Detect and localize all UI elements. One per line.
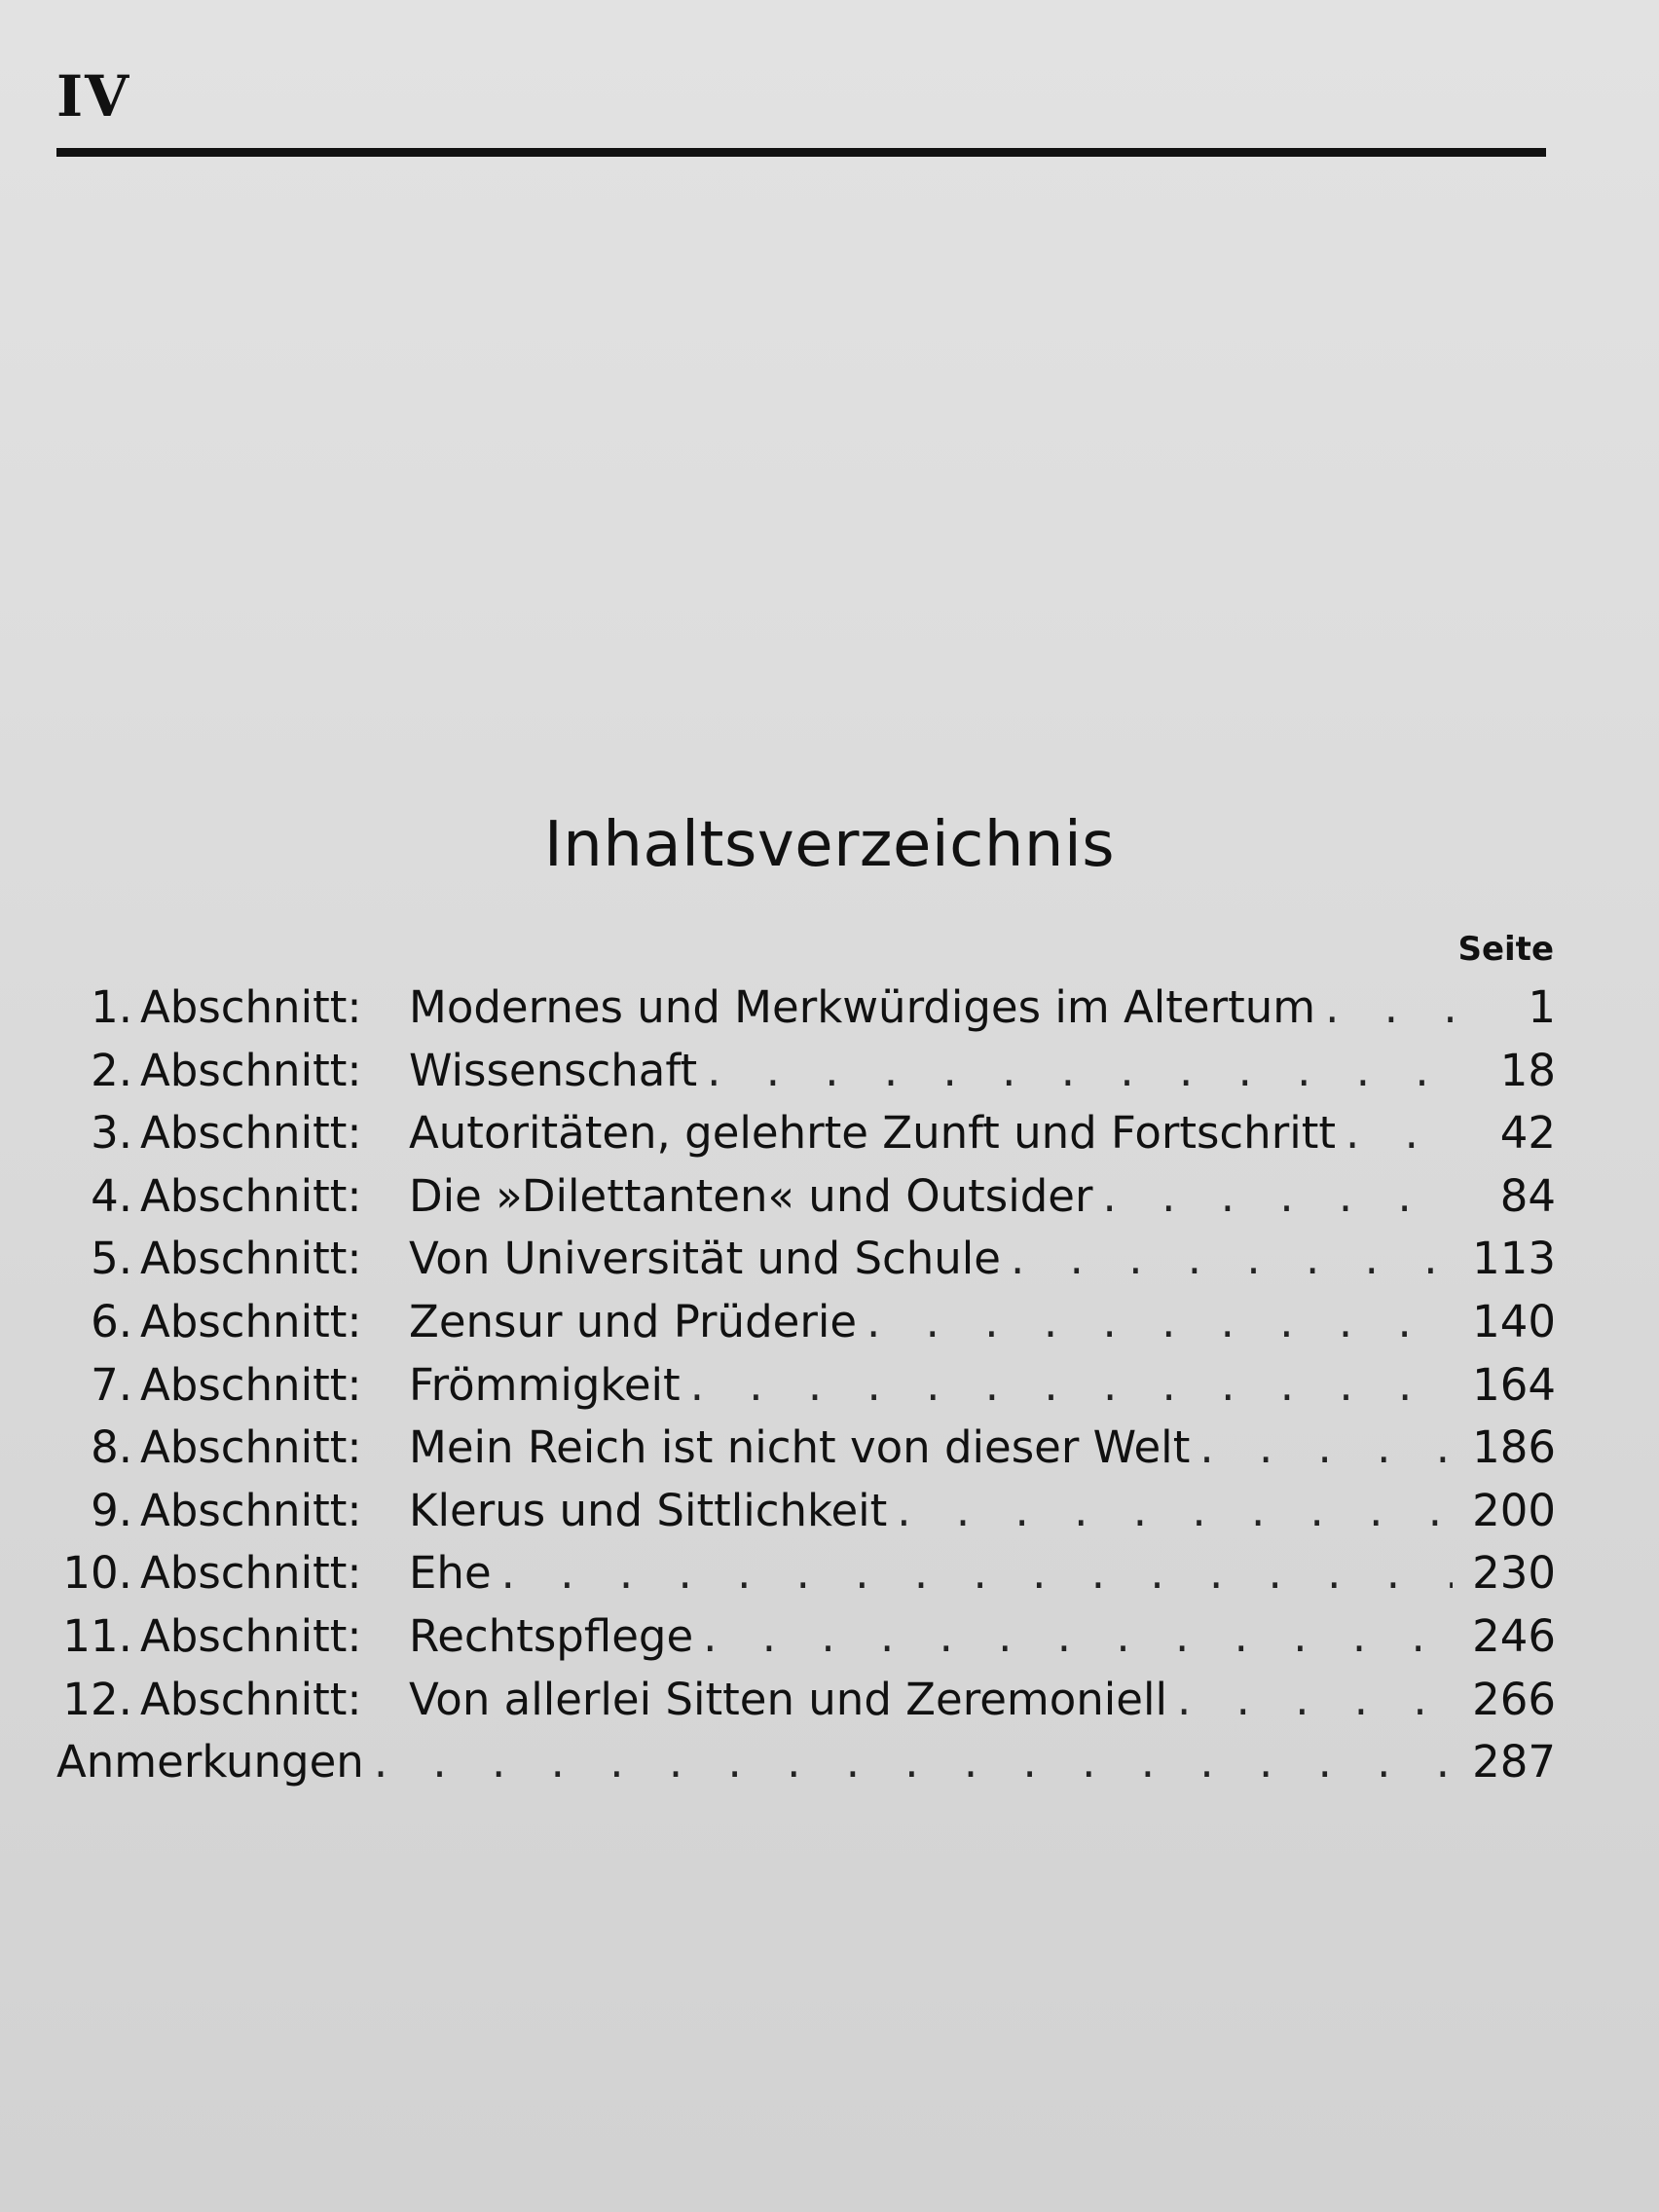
toc-entry-chapter: Mein Reich ist nicht von dieser Welt	[409, 1421, 1191, 1474]
toc-entry-label: Abschnitt:	[140, 1295, 362, 1347]
toc-entry-number: 10.	[62, 1547, 132, 1600]
toc-entry-number: 5.	[91, 1233, 132, 1285]
toc-title: Inhaltsverzeichnis	[543, 809, 1116, 881]
toc-entry-label: Abschnitt:	[140, 1044, 362, 1096]
toc-leader-dots	[1103, 1170, 1454, 1222]
toc-entry-chapter: Frömmigkeit	[409, 1358, 681, 1411]
toc-entry	[56, 1296, 1556, 1359]
toc-list	[56, 981, 1556, 1799]
toc-entry	[56, 981, 1556, 1045]
toc-entry	[56, 1674, 1556, 1737]
toc-entry	[56, 1547, 1556, 1610]
toc-entry-chapter: Rechtspflege	[409, 1609, 694, 1662]
toc-leader-dots	[690, 1359, 1453, 1411]
toc-entry-number: 8.	[91, 1421, 132, 1474]
toc-entry-page: 113	[1472, 1233, 1556, 1285]
toc-entry-number: 9.	[91, 1484, 132, 1536]
toc-entry-chapter: Anmerkungen	[56, 1736, 364, 1788]
toc-entry-number: 4.	[91, 1169, 132, 1222]
toc-entry-label: Abschnitt:	[140, 1107, 362, 1160]
toc-entry-chapter: Von allerlei Sitten und Zeremoniell	[409, 1673, 1167, 1725]
toc-entry-label: Abschnitt:	[140, 981, 362, 1033]
toc-entry-chapter: Die »Dilettanten« und Outsider	[409, 1169, 1093, 1222]
toc-entry-label: Abschnitt:	[140, 1358, 362, 1411]
toc-entry-chapter: Von Universität und Schule	[409, 1233, 1001, 1285]
toc-entry	[56, 1107, 1556, 1170]
toc-leader-dots	[1346, 1107, 1453, 1159]
toc-entry	[56, 1421, 1556, 1485]
toc-entry-page: 18	[1499, 1044, 1556, 1096]
toc-entry-chapter: Ehe	[409, 1547, 492, 1600]
toc-entry-number: 11.	[62, 1609, 132, 1662]
toc-leader-dots	[897, 1485, 1453, 1536]
toc-entry	[56, 1359, 1556, 1422]
toc-leader-dots	[866, 1296, 1453, 1347]
toc-entry-number: 6.	[91, 1295, 132, 1347]
toc-leader-dots	[374, 1736, 1453, 1788]
toc-leader-dots	[501, 1547, 1453, 1599]
toc-entry-number: 3.	[91, 1107, 132, 1160]
toc-entry-number: 2.	[91, 1044, 132, 1096]
toc-entry-page: 230	[1472, 1547, 1556, 1600]
toc-leader-dots	[707, 1045, 1453, 1096]
toc-entry-page: 287	[1472, 1736, 1556, 1788]
toc-entry-anmerkungen	[56, 1736, 1556, 1799]
toc-leader-dots	[1199, 1421, 1453, 1473]
toc-entry-number: 1.	[91, 981, 132, 1033]
toc-entry-page: 164	[1472, 1358, 1556, 1411]
toc-entry	[56, 1233, 1556, 1296]
toc-entry-label: Abschnitt:	[140, 1673, 362, 1725]
toc-entry-page: 1	[1528, 981, 1556, 1033]
toc-entry-page: 246	[1472, 1609, 1556, 1662]
toc-entry	[56, 1610, 1556, 1674]
toc-entry-number: 7.	[91, 1358, 132, 1411]
toc-entry	[56, 1045, 1556, 1108]
toc-entry-label: Abschnitt:	[140, 1421, 362, 1474]
toc-entry	[56, 1485, 1556, 1548]
toc-entry-chapter: Klerus und Sittlichkeit	[409, 1484, 888, 1536]
toc-entry-page: 266	[1472, 1673, 1556, 1725]
toc-entry-label: Abschnitt:	[140, 1233, 362, 1285]
toc-entry-page: 42	[1499, 1107, 1556, 1160]
toc-entry-chapter: Zensur und Prüderie	[409, 1295, 858, 1347]
toc-entry-page: 84	[1499, 1169, 1556, 1222]
toc-entry-label: Abschnitt:	[140, 1484, 362, 1536]
toc-entry-label: Abschnitt:	[140, 1609, 362, 1662]
toc-leader-dots	[1177, 1674, 1453, 1725]
toc-entry-page: 140	[1472, 1295, 1556, 1347]
toc-entry-page: 186	[1472, 1421, 1556, 1474]
toc-leader-dots	[703, 1610, 1453, 1662]
toc-entry-label: Abschnitt:	[140, 1169, 362, 1222]
toc-leader-dots	[1325, 981, 1453, 1033]
toc-entry-chapter: Modernes und Merkwürdiges im Altertum	[409, 981, 1316, 1033]
toc-entry	[56, 1170, 1556, 1234]
toc-entry-number: 12.	[62, 1673, 132, 1725]
toc-entry-page: 200	[1472, 1484, 1556, 1536]
page-number: IV	[56, 63, 131, 129]
toc-entry-label: Abschnitt:	[140, 1547, 362, 1600]
toc-entry-chapter: Wissenschaft	[409, 1044, 698, 1096]
seite-label: Seite	[1457, 930, 1554, 969]
header-rule	[56, 148, 1546, 157]
toc-leader-dots	[1011, 1233, 1453, 1284]
toc-entry-chapter: Autoritäten, gelehrte Zunft und Fortschritt	[409, 1107, 1336, 1160]
